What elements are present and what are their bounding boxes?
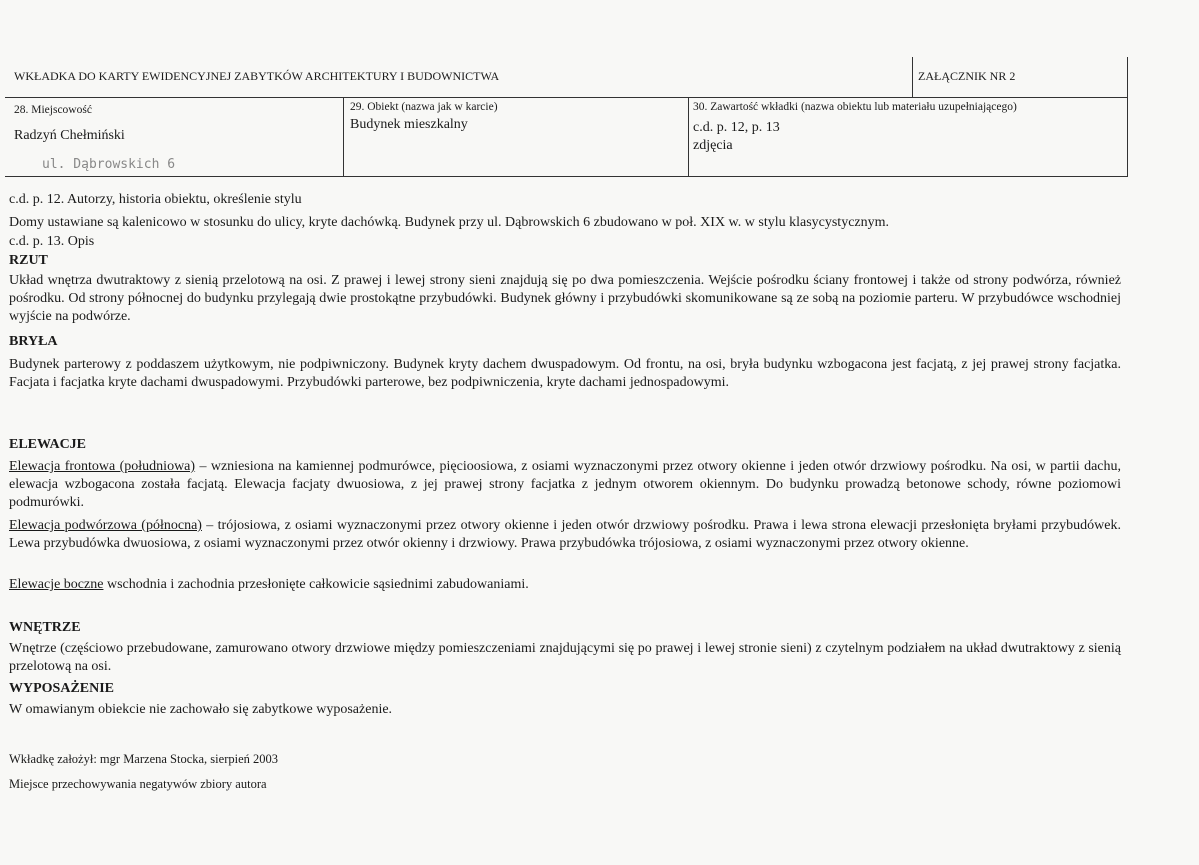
- cell-28-address: ul. Dąbrowskich 6: [42, 157, 176, 172]
- cell-divider-2: [688, 97, 689, 177]
- elewacja-frontowa: [9, 458, 1121, 513]
- elewacja-podworzowa-label: Elewacja podwórzowa (północna): [9, 518, 202, 533]
- cell-29-label: 29. Obiekt (nazwa jak w karcie): [350, 101, 498, 113]
- cell-28-label: 28. Miejscowość: [14, 104, 92, 116]
- cd-p13-heading: c.d. p. 13. Opis: [9, 234, 95, 249]
- elewacja-frontowa-text: – wzniesiona na kamiennej podmurówce, pięcioosiowa, z osiami wyznaczonymi przez otwory okienne i jeden otwór drzwiowy pośrodku. Na osi, w partii dachu, elewacja wzbogacona została facjatą. Elewacja facjaty dwuosiowa, z jej prawej strony facjatka z jednym otworem okiennym. Do budynku prowadzą betonowe schody, równe poziomowi podmurówki.: [9, 459, 1122, 511]
- rzut-heading: RZUT: [9, 253, 48, 268]
- elewacje-boczne-label: Elewacje boczne: [9, 577, 104, 592]
- cell-28-value: Radzyń Chełmiński: [14, 128, 125, 143]
- attachment-divider: [912, 57, 913, 98]
- bryla-heading: BRYŁA: [9, 334, 58, 349]
- bryla-text: Budynek parterowy z poddaszem użytkowym, nie podpiwniczony. Budynek kryty dachem dwuspadowym. Od frontu, na osi, bryła budynku wzbogacona jest facjatą, z jej prawej strony facjatka. Facjata i facjatka kryte dachami dwuspadowymi. Przybudówki parterowe, bez podpiwniczenia, kryte dachami jednospadowymi.: [9, 357, 1121, 391]
- cell-29-value: Budynek mieszkalny: [350, 117, 468, 132]
- cd-p12-heading: c.d. p. 12. Autorzy, historia obiektu, określenie stylu: [9, 192, 302, 207]
- wnetrze-text: Wnętrze (częściowo przebudowane, zamurowano otwory drzwiowe między pomieszczeniami znajdującymi się po prawej i lewej stronie sieni) z czytelnym podziałem na układ dwutraktowy z sienią przelotową na osi.: [9, 641, 1121, 675]
- elewacje-boczne: [9, 576, 1121, 594]
- storage-note: Miejsce przechowywania negatywów zbiory autora: [9, 777, 267, 791]
- form-title: WKŁADKA DO KARTY EWIDENCYJNEJ ZABYTKÓW ARCHITEKTURY I BUDOWNICTWA: [14, 69, 500, 83]
- bottom-border: [5, 176, 1128, 177]
- cell-30-line2: zdjęcia: [693, 138, 733, 153]
- history-text: Domy ustawiane są kalenicowo w stosunku do ulicy, kryte dachówką. Budynek przy ul. Dąbrowskich 6 zbudowano w poł. XIX w. w stylu klasycystycznym.: [9, 215, 890, 230]
- cell-30-label: 30. Zawartość wkładki (nazwa obiektu lub materiału uzupełniającego): [693, 101, 1017, 113]
- wnetrze-heading: WNĘTRZE: [9, 620, 81, 635]
- wyposazenie-heading: WYPOSAŻENIE: [9, 681, 115, 696]
- top-border: [5, 97, 1128, 98]
- elewacja-podworzowa-text: – trójosiowa, z osiami wyznaczonymi przez otwory okienne i jeden otwór drzwiowy pośrodku. Prawa i lewa strona elewacji przesłonięta bryłami przybudówek. Lewa przybudówka dwuosiowa, z osiami wyznaczonymi przez otwór okienny i drzwiowy. Prawa przybudówka trójosiowa, z osiami wyznaczonymi przez otwory okienne.: [9, 518, 1121, 552]
- elewacje-heading: ELEWACJE: [9, 437, 87, 452]
- author-note: Wkładkę założył: mgr Marzena Stocka, sierpień 2003: [9, 752, 279, 766]
- rzut-text: Układ wnętrza dwutraktowy z sienią przelotową na osi. Z prawej i lewej strony sieni znajdują się po dwa pomieszczenia. Wejście pośrodku ściany frontowej i także od strony podwórza, również pośrodku. Od strony północnej do budynku przylegają dwie prostokątne przybudówki. Budynek główny i przybudówki skomunikowane są ze sobą na poziomie parteru. W przybudówce wschodniej wyjście na podwórze.: [9, 273, 1121, 325]
- wyposazenie-text: W omawianym obiekcie nie zachowało się zabytkowe wyposażenie.: [9, 702, 393, 717]
- elewacja-podworzowa: [9, 517, 1121, 553]
- cell-divider-1: [343, 97, 344, 177]
- right-border: [1127, 57, 1128, 177]
- elewacje-boczne-text: wschodnia i zachodnia przesłonięte całkowicie sąsiednimi zabudowaniami.: [103, 577, 529, 592]
- attachment-number: ZAŁĄCZNIK NR 2: [918, 69, 1016, 83]
- elewacja-frontowa-label: Elewacja frontowa (południowa): [9, 459, 196, 474]
- cell-30-line1: c.d. p. 12, p. 13: [693, 120, 780, 135]
